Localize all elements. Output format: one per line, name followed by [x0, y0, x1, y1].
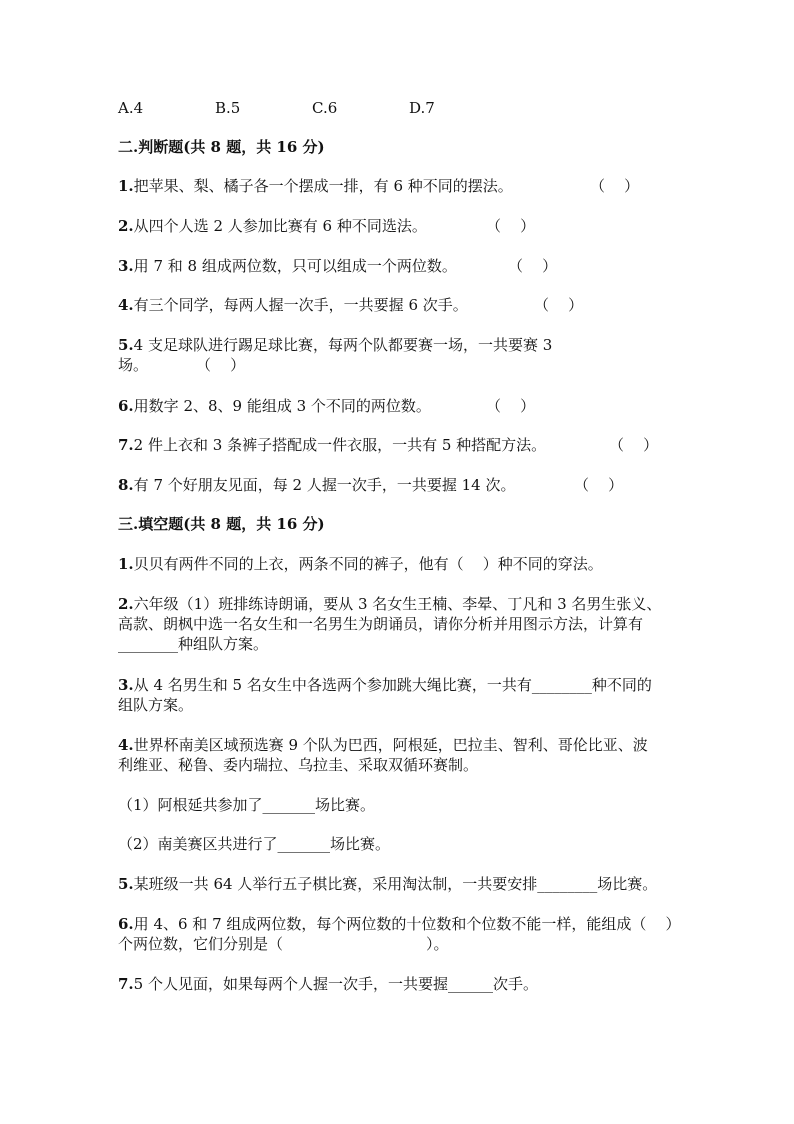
fill-item-4-line2: 利维亚、秘鲁、委内瑞拉、乌拉圭、采取双循环赛制。 [118, 756, 479, 774]
item-number: 3. [118, 257, 134, 275]
item-text: 从 4 名男生和 5 名女生中各选两个参加跳大绳比赛，一共有________种不同的 [133, 676, 652, 694]
option-a: A.4 [118, 99, 144, 117]
judge-item-5 [118, 335, 552, 355]
answer-paren: （ ） [486, 217, 536, 235]
item-text: 六年级（1）班排练诗朗诵，要从 3 名女生王楠、李晕、丁凡和 3 名男生张义、 [133, 595, 662, 613]
fill-item-5 [118, 874, 657, 894]
judge-item-7 [118, 435, 546, 455]
item-number: 4. [118, 736, 134, 754]
item-number: 5. [118, 875, 134, 893]
option-d: D.7 [409, 99, 435, 117]
judge-item-6 [118, 396, 431, 416]
fill-item-3 [118, 675, 652, 695]
judge-item-1 [118, 176, 513, 196]
fill-item-4-sub2: （2）南美赛区共进行了_______场比赛。 [118, 835, 391, 853]
judge-item-5-cont: 场。 [118, 356, 149, 374]
item-number: 1. [118, 555, 134, 573]
answer-paren: （ ） [196, 356, 246, 374]
item-number: 3. [118, 676, 134, 694]
item-number: 7. [118, 436, 134, 454]
fill-item-4-sub1: （1）阿根延共参加了_______场比赛。 [118, 796, 376, 814]
fill-item-6 [118, 914, 680, 934]
judge-item-4 [118, 295, 468, 315]
item-text: 5 个人见面，如果每两个人握一次手，一共要握______次手。 [133, 975, 538, 993]
item-text: 从四个人选 2 人参加比赛有 6 种不同选法。 [133, 217, 427, 235]
judge-item-8 [118, 475, 515, 495]
fill-item-2-line3: ________种组队方案。 [118, 635, 269, 653]
item-number: 5. [118, 336, 134, 354]
item-number: 2. [118, 595, 134, 613]
item-number: 6. [118, 915, 134, 933]
item-number: 7. [118, 975, 134, 993]
item-number: 2. [118, 217, 134, 235]
judge-item-2 [118, 216, 427, 236]
answer-paren: （ ） [508, 257, 558, 275]
fill-item-7 [118, 974, 538, 994]
item-text: 4 支足球队进行踢足球比赛，每两个队都要赛一场，一共要赛 3 [133, 336, 553, 354]
option-b: B.5 [215, 99, 241, 117]
item-text: 2 件上衣和 3 条裤子搭配成一件衣服，一共有 5 种搭配方法。 [133, 436, 547, 454]
answer-paren: （ ） [574, 476, 624, 494]
fill-item-3-line2: 组队方案。 [118, 696, 194, 714]
fill-item-2-line2: 高款、朗枫中选一名女生和一名男生为朗诵员，请你分析并用图示方法，计算有 [118, 615, 644, 633]
item-text: 有 7 个好朋友见面，每 2 人握一次手，一共要握 14 次。 [133, 476, 516, 494]
item-text: 用数字 2、8、9 能组成 3 个不同的两位数。 [133, 397, 431, 415]
item-text: 世界杯南美区域预选赛 9 个队为巴西，阿根延，巴拉圭、智利、哥伦比亚、波 [133, 736, 648, 754]
fill-item-6-line2: 个两位数，它们分别是（ ）。 [118, 935, 449, 953]
fill-item-4 [118, 735, 648, 755]
answer-paren: （ ） [590, 177, 640, 195]
item-number: 1. [118, 177, 134, 195]
item-text: 某班级一共 64 人举行五子棋比赛，采用淘汰制，一共要安排________场比赛。 [133, 875, 658, 893]
answer-paren: （ ） [609, 436, 659, 454]
item-number: 4. [118, 296, 134, 314]
answer-paren: （ ） [486, 397, 536, 415]
item-number: 8. [118, 476, 134, 494]
item-text: 有三个同学，每两人握一次手，一共要握 6 次手。 [133, 296, 468, 314]
judge-item-3 [118, 256, 457, 276]
fill-item-2 [118, 594, 661, 614]
item-text: 用 4、6 和 7 组成两位数，每个两位数的十位数和个位数不能一样，能组成（ ） [133, 915, 681, 933]
item-text: 贝贝有两件不同的上衣，两条不同的裤子，他有（ ）种不同的穿法。 [133, 555, 603, 573]
item-text: 用 7 和 8 组成两位数，只可以组成一个两位数。 [133, 257, 457, 275]
section2-title: 二.判断题(共 8 题，共 16 分) [118, 138, 325, 156]
item-text: 把苹果、梨、橘子各一个摆成一排，有 6 种不同的摆法。 [133, 177, 513, 195]
section3-title: 三.填空题(共 8 题，共 16 分) [118, 515, 325, 533]
answer-paren: （ ） [534, 296, 584, 314]
option-c: C.6 [312, 99, 338, 117]
item-number: 6. [118, 397, 134, 415]
fill-item-1 [118, 554, 603, 574]
